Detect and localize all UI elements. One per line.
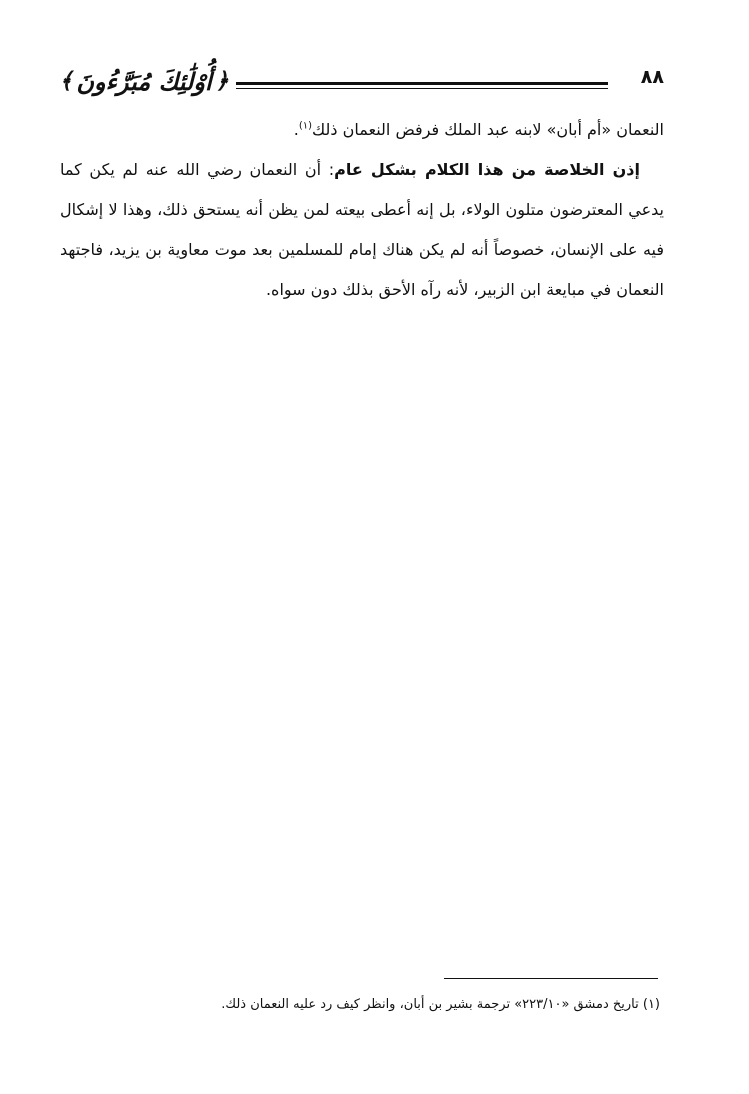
paragraph-1 bbox=[60, 110, 664, 150]
page-number: ٨٨ bbox=[640, 66, 664, 88]
paragraph-2-text: : أن النعمان رضي الله عنه لم يكن كما يدعي المعترضون متلون الولاء، بل إنه أعطى بيعته لمن يظن أنه يستحق ذلك، وهذا لا إشكال فيه على الإنسان، خصوصاً أنه لم يكن هناك إمام للمسلمين بعد موت معاوية بن يزيد، فاجتهد النعمان في مبايعة ابن الزبير، لأنه رآه الأحق بذلك دون سواه. bbox=[60, 160, 664, 299]
running-title bbox=[60, 58, 228, 104]
ornate-bracket-close: ﴾ bbox=[59, 68, 73, 94]
ornate-bracket-open: ﴿ bbox=[215, 68, 229, 94]
paragraph-1-text: النعمان «أم أبان» لابنه عبد الملك فرفض النعمان ذلك bbox=[312, 120, 664, 139]
page-header bbox=[60, 58, 664, 104]
paragraph-1-end: . bbox=[293, 120, 299, 139]
footnote-reference[interactable]: (١) bbox=[298, 120, 313, 132]
running-title-text: أُوْلَٰئِكَ مُبَرَّءُونَ bbox=[76, 66, 212, 96]
body-text bbox=[60, 110, 664, 310]
paragraph-2 bbox=[60, 150, 664, 310]
header-divider bbox=[236, 82, 608, 85]
footnote: (١) تاريخ دمشق «٢٢٣/١٠» ترجمة بشير بن أبان، وانظر كيف رد عليه النعمان ذلك. bbox=[221, 997, 660, 1012]
paragraph-2-lead: إذن الخلاصة من هذا الكلام بشكل عام bbox=[334, 160, 640, 179]
footnote-divider bbox=[444, 978, 658, 979]
